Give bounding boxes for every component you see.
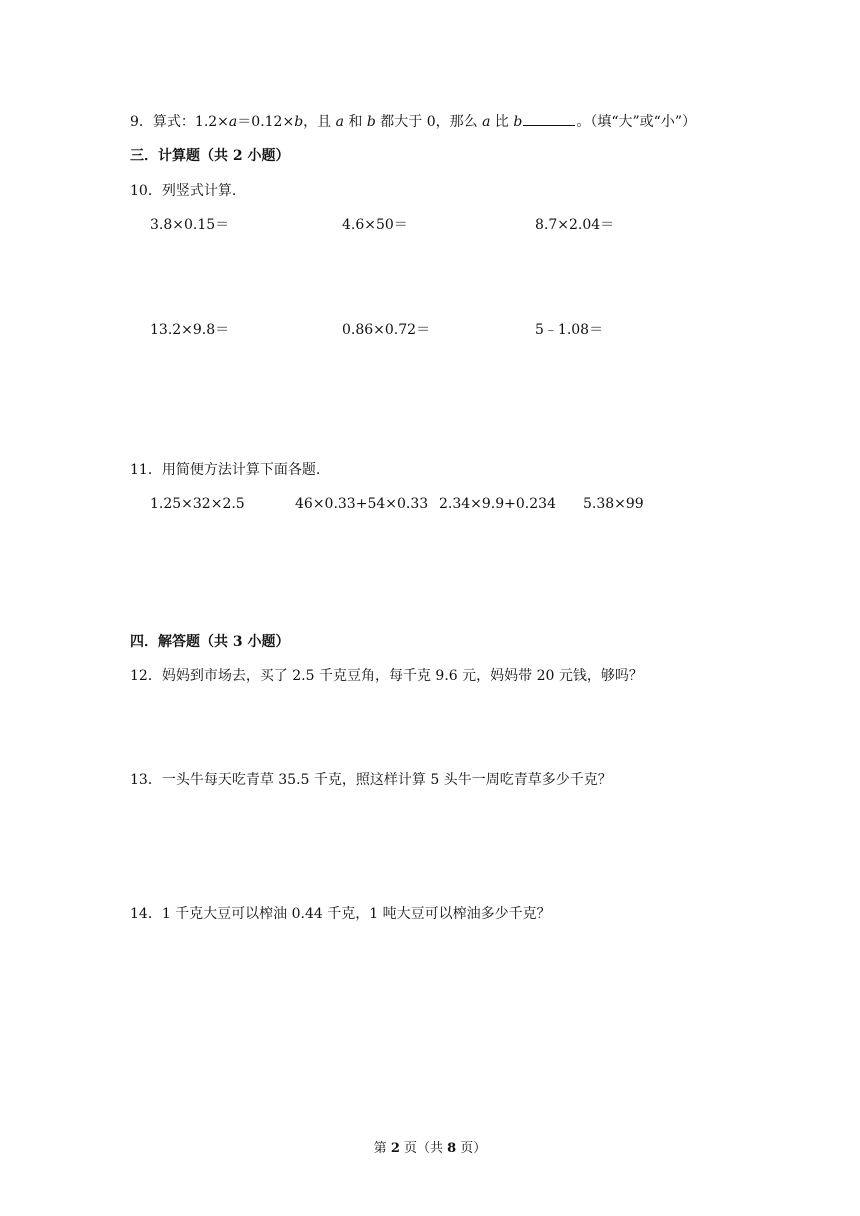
- q11-expression: 2.34×9.9+0.234: [439, 496, 556, 512]
- q10-expression: 0.86×0.72＝: [342, 322, 431, 338]
- question-9-number: 9．: [130, 114, 153, 130]
- q10-expression: 5﹣1.08＝: [535, 322, 604, 338]
- question-13: 13．一头牛每天吃青草 35.5 千克，照这样计算 5 头牛一周吃青草多少千克？: [130, 772, 612, 788]
- section-4-heading: 四．解答题（共 3 小题）: [130, 634, 290, 650]
- current-page-number: 2: [390, 1141, 400, 1156]
- section-3-heading: 三．计算题（共 2 小题）: [130, 148, 290, 164]
- q10-expression: 8.7×2.04＝: [535, 217, 615, 233]
- total-page-number: 8: [447, 1141, 457, 1156]
- page-footer: 第 2 页（共 8 页）: [373, 1141, 487, 1156]
- q11-expression: 5.38×99: [583, 496, 644, 512]
- question-12: 12．妈妈到市场去，买了 2.5 千克豆角，每千克 9.6 元，妈妈带 20 元钱，够吗？: [130, 668, 643, 684]
- question-10-title: 10．列竖式计算.: [130, 183, 237, 199]
- answer-blank: [523, 111, 575, 126]
- q10-expression: 13.2×9.8＝: [150, 322, 230, 338]
- question-9: 9．算式：1.2×a＝0.12×b，且 a 和 b 都大于 0，那么 a 比 b 。（填“大”或“小”）: [130, 111, 696, 132]
- q10-expression: 4.6×50＝: [342, 217, 408, 233]
- question-11-title: 11．用简便方法计算下面各题.: [130, 462, 321, 478]
- question-14: 14．1 千克大豆可以榨油 0.44 千克，1 吨大豆可以榨油多少千克？: [130, 906, 551, 922]
- q11-expression: 1.25×32×2.5: [150, 496, 245, 512]
- q10-expression: 3.8×0.15＝: [150, 217, 230, 233]
- q11-expression: 46×0.33+54×0.33: [295, 496, 429, 512]
